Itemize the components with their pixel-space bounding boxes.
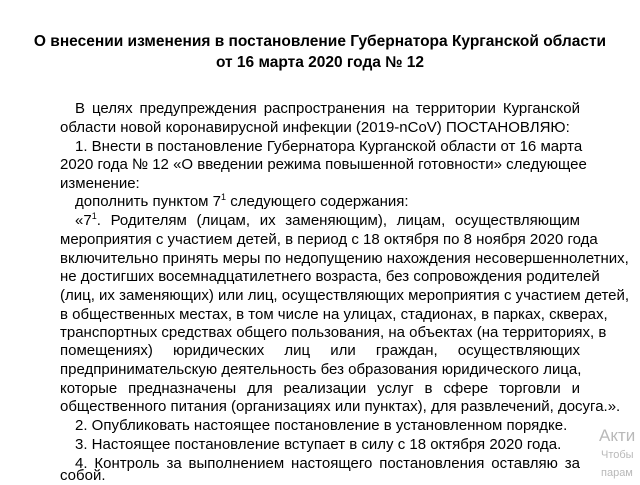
paragraph-7-line-2: собой.	[60, 467, 106, 484]
paragraph-4-line-2: мероприятия с участием детей, в период с 18 октября по 8 ноября 2020 года	[60, 231, 598, 248]
paragraph-4-line-1	[75, 212, 580, 230]
activation-watermark-title: Акти	[599, 426, 636, 445]
paragraph-4-line-5: (лиц, их заменяющих) или лиц, осуществляющих мероприятия с участием детей,	[60, 287, 630, 304]
paragraph-4-line-11: общественного питания (организациях или пунктах), для развлечений, досуга.».	[60, 398, 621, 415]
paragraph-3-text-a: дополнить пунктом 7	[75, 193, 222, 210]
paragraph-4-text-b: . Родителям (лицам, их заменяющим), лицам, осуществляющим	[96, 212, 580, 229]
activation-watermark-text-1: Чтобы	[601, 449, 634, 461]
paragraph-3-superscript: 1	[221, 192, 227, 202]
paragraph-1-line-1: В целях предупреждения распространения на территории Курганской	[75, 100, 580, 117]
paragraph-4-line-10: которые предназначены для реализации услуг в сфере торговли и	[60, 380, 580, 397]
activation-watermark-text-2: парам	[601, 467, 633, 479]
paragraph-2-line-2: 2020 года № 12 «О введении режима повышенной готовности» следующее	[60, 156, 587, 173]
paragraph-3-text-b: следующего содержания:	[226, 193, 409, 210]
paragraph-4-line-7: транспортных средствах общего пользования, на объектах (на территориях, в	[60, 324, 607, 341]
document-title-line-2: от 16 марта 2020 года № 12	[215, 54, 425, 71]
paragraph-5: 2. Опубликовать настоящее постановление в установленном порядке.	[75, 417, 568, 434]
paragraph-3-line-1	[75, 193, 580, 211]
document-title-line-1: О внесении изменения в постановление Губернатора Курганской области	[33, 33, 607, 50]
paragraph-2-line-3: изменение:	[60, 175, 140, 192]
paragraph-4-text-a: «7	[75, 212, 92, 229]
paragraph-2-line-1: 1. Внести в постановление Губернатора Курганской области от 16 марта	[75, 138, 583, 155]
paragraph-6: 3. Настоящее постановление вступает в силу с 18 октября 2020 года.	[75, 436, 562, 453]
paragraph-4-superscript: 1	[91, 211, 97, 221]
paragraph-7-line-1: 4. Контроль за выполнением настоящего постановления оставляю за	[75, 455, 580, 472]
paragraph-4-line-6: в общественных местах, в том числе на улицах, стадионах, в парках, скверах,	[60, 306, 608, 323]
paragraph-4-line-9: предпринимательскую деятельность без образования юридического лица,	[60, 361, 582, 378]
paragraph-4-line-3: включительно принять меры по недопущению нахождения несовершеннолетних,	[60, 250, 629, 267]
paragraph-4-line-8: помещениях) юридических лиц или граждан, осуществляющих	[60, 342, 580, 359]
paragraph-1-line-2: области новой коронавирусной инфекции (2019-nCoV) ПОСТАНОВЛЯЮ:	[60, 119, 570, 136]
paragraph-4-line-4: не достигших восемнадцатилетнего возраста, без сопровождения родителей	[60, 268, 600, 285]
